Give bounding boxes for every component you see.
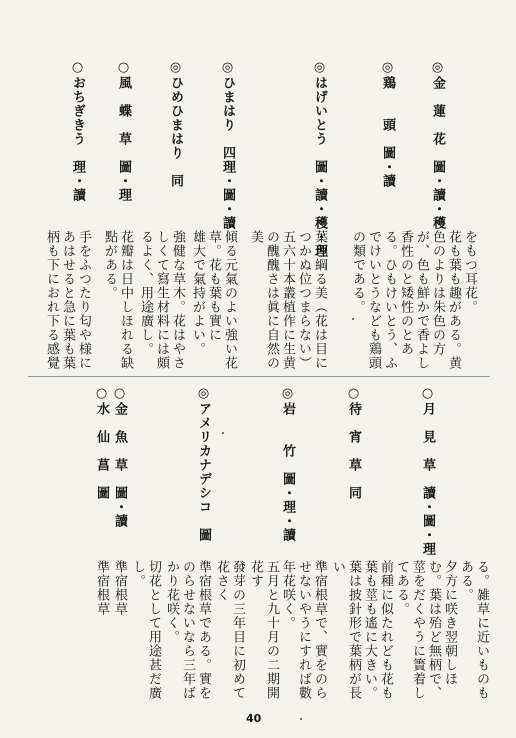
heading-kingyoso: ○金 魚 草 圖・讀 — [112, 386, 127, 528]
description-line: 柄も下におれ下る感覺 — [44, 230, 59, 370]
description-line: 傾る元氣のよい強い花 — [222, 230, 237, 370]
description-line: 切花として用途甚だ廣 — [146, 560, 161, 700]
section-divider — [28, 376, 490, 377]
description-line: 手をふつたり匂や様に — [76, 230, 91, 370]
description-line: かり花咲く。 — [164, 560, 179, 644]
description-line: 花瓣は日中しほれる缺 — [118, 230, 133, 370]
heading-himehimawari: ◎ひめひまはり 同 — [168, 60, 183, 188]
description-line: る。ひもけいとう、ふ — [382, 230, 397, 370]
description-line: し。 — [130, 560, 145, 588]
description-line: せないやうにすれば數 — [296, 560, 311, 700]
heading-himawari: ◎ひまはり 四理・圖・讀 — [220, 60, 235, 230]
print-speck — [222, 432, 224, 434]
description-line: 花さく — [214, 560, 229, 602]
description-line: 五月と九十月の二期開 — [264, 560, 279, 700]
description-line: 莖をだくやうに簀着し — [410, 560, 425, 700]
description-line: しくて寫生材料には頗 — [154, 230, 169, 370]
description-line: ある。 — [458, 560, 473, 602]
description-line: るよく、用途廣し。 — [138, 230, 153, 356]
description-line: 花も葉も趣がある。黄 — [446, 230, 461, 370]
description-line: てある。 — [394, 560, 409, 616]
description-line: 準宿根草 — [112, 560, 127, 616]
description-line: 點がある。 — [102, 230, 117, 300]
description-line: をもつ耳花。 — [462, 230, 477, 314]
description-line: つかぬ位つまらない） — [296, 230, 311, 370]
description-line: 雄大で氣持がよい。 — [190, 230, 205, 356]
description-line: い — [330, 560, 345, 574]
description-line: 準宿根草 — [94, 560, 109, 616]
description-line: の類である。 — [350, 230, 365, 314]
page-number: 40 — [246, 712, 262, 725]
description-line: の醜醜さは眞に自然の — [264, 230, 279, 370]
description-line: が、色も鮮かで香よし — [414, 230, 429, 370]
description-line: 年花咲く。 — [280, 560, 295, 630]
description-line: 夕方に咲き翌朝しほ — [442, 560, 457, 686]
description-line: のらせないなら三年ば — [180, 560, 195, 700]
description-line: 強健な草木。花はやさ — [170, 230, 185, 370]
description-line: む。葉は殆ど無柄で、 — [426, 560, 441, 700]
heading-tsukimiso: ○月 見 草 讀・圖・理 — [420, 386, 435, 556]
heading-american-nadeshiko: ◎アメリカナデシコ 圖 — [196, 386, 211, 542]
description-line: 葉は披針形で葉柄が長 — [346, 560, 361, 700]
description-line: 香性のと矮性のとあ — [398, 230, 413, 356]
description-line: あはせると急に葉も葉 — [60, 230, 75, 370]
print-speck — [300, 718, 302, 720]
description-line: 花す — [248, 560, 263, 588]
description-line: 五六十本叢植作に生黄 — [280, 230, 295, 370]
description-line: 草。花も葉も實に — [206, 230, 221, 342]
description-line: 準宿根草である。實を — [196, 560, 211, 700]
description-line: 色のよりは朱色の方 — [430, 230, 445, 356]
description-line: 美 — [248, 230, 263, 244]
heading-ochigikiu: ○おちぎきう 理・讀 — [70, 60, 85, 202]
description-line: 葉色綱る美（花は目に — [312, 230, 327, 370]
description-line: る。雑草に近いものも — [474, 560, 489, 700]
heading-suisensho: ○水 仙 菖 圖 — [94, 386, 109, 500]
heading-iwatake: ◎岩 竹 圖・理・讀 — [280, 386, 295, 542]
heading-hageito: ◎はげいとう 圖・讀・穫・理 — [312, 60, 327, 258]
print-speck — [352, 318, 354, 320]
heading-fuchoso: ○風 蝶 草 圖・理 — [116, 60, 131, 202]
description-line: 葉も莖も遙に大きい。 — [362, 560, 377, 700]
heading-matsuyoigusa: ○待 宵 草 同 — [346, 386, 361, 500]
description-line: 準宿根草で、實をのら — [312, 560, 327, 700]
heading-keito: ◎鶏 頭 圖・讀 — [380, 60, 395, 188]
heading-kinrenka: ◎金 蓮 花 圖・讀・穫 — [430, 60, 445, 230]
description-line: 發芽の三年目に初めて — [230, 560, 245, 700]
description-line: でけいとうなども鶏頭 — [366, 230, 381, 370]
description-line: 前種に似たれども花も — [378, 560, 393, 700]
